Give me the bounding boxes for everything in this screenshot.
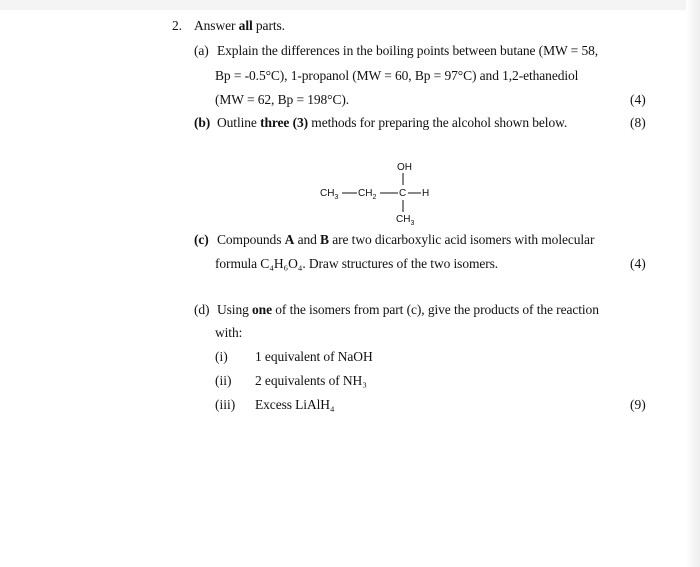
question-intro: Answer all parts. (194, 18, 285, 33)
ch3-bottom: $CH_3$ (396, 214, 415, 227)
central-carbon: C (399, 188, 407, 199)
part-a-marks: (4) (630, 92, 646, 107)
part-d-marks: (9) (630, 397, 646, 412)
oh-group: OH (397, 162, 412, 173)
part-d-item-text: 1 equivalent of NaOH (255, 349, 373, 364)
part-a-label: (a) (194, 43, 209, 58)
question-number: 2. (172, 18, 182, 33)
part-a-line2: Bp = -0.5°C), 1-propanol (MW = 60, Bp = 97°C) and 1,2-ethanediol (215, 68, 579, 83)
alcohol-structure (320, 160, 450, 235)
part-c-line2: formula C₄H₆O₄. Draw structures of the two isomers. (215, 256, 499, 271)
hydrogen: H (422, 188, 430, 199)
part-d-label: (d) (194, 302, 210, 317)
part-d-item-text: 2 equivalents of NH₃ (255, 373, 367, 388)
ch2-group: $CH_2$ (358, 188, 377, 201)
part-a-line1: Explain the differences in the boiling points between butane (MW = 58, (217, 43, 599, 58)
part-a-line3: (MW = 62, Bp = 198°C). (215, 92, 350, 107)
part-d-item-num: (i) (215, 349, 228, 364)
part-c-marks: (4) (630, 256, 646, 271)
part-d-item-num: (iii) (215, 397, 236, 412)
ch3-left: $CH_3$ (320, 188, 339, 201)
part-d-item-text: Excess LiAlH₄ (255, 397, 335, 412)
page-right-edge (686, 0, 700, 567)
part-b-marks: (8) (630, 115, 646, 130)
part-b-text: Outline three (3) methods for preparing the alcohol shown below. (217, 115, 568, 130)
part-c-label: (c) (194, 232, 209, 247)
part-c-line1: Compounds A and B are two dicarboxylic acid isomers with molecular (217, 232, 595, 247)
part-b-label: (b) (194, 115, 211, 130)
page-top-edge (0, 0, 700, 10)
part-d-item-num: (ii) (215, 373, 232, 388)
part-d-line1: Using one of the isomers from part (c), give the products of the reaction (217, 302, 599, 317)
part-d-line2: with: (215, 325, 243, 340)
